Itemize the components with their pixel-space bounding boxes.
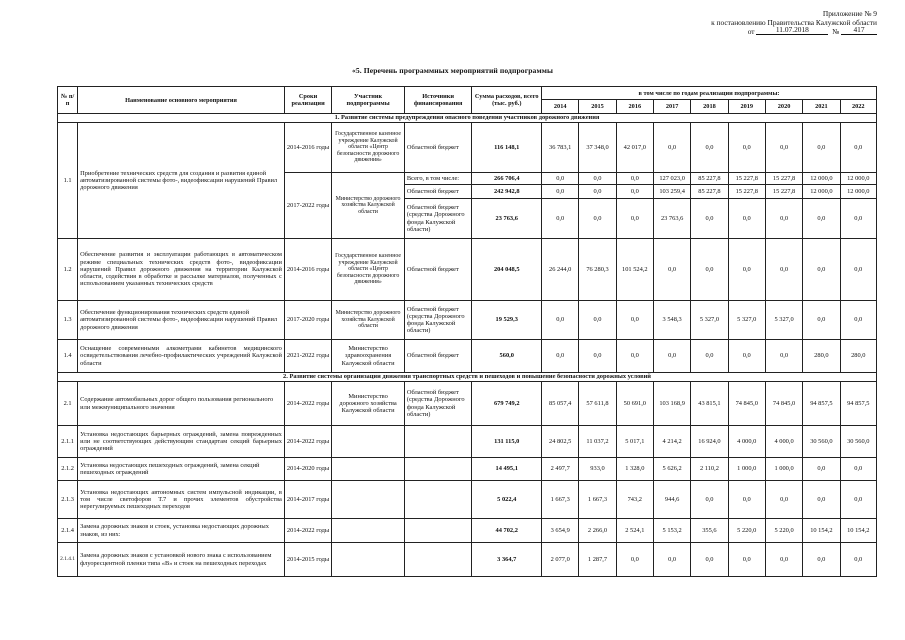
row-source-empty (404, 481, 472, 519)
row-value: 12 000,0 (840, 173, 876, 185)
row-value: 23 763,6 (653, 199, 690, 239)
row-value: 2 266,0 (579, 519, 616, 543)
row-value: 0,0 (803, 123, 840, 173)
row-value: 3 548,3 (653, 301, 690, 340)
row-value: 0,0 (765, 340, 802, 373)
row-value: 5 327,0 (765, 301, 802, 340)
row-value: 0,0 (616, 543, 653, 577)
table-row (58, 458, 877, 481)
row-source: Областной бюджет (средства Дорожного фонда Калужской области) (404, 301, 472, 340)
header-num: № п/п (58, 87, 78, 114)
row-value: 5 153,2 (653, 519, 690, 543)
row-activity-name: Содержание автомобильных дорог общего пользования регионального или межмуниципального значения (78, 382, 285, 426)
row-participant: Министерство дорожного хозяйства Калужской области (332, 173, 405, 239)
row-source: Всего, в том числе: (404, 173, 472, 185)
row-value: 0,0 (653, 239, 690, 301)
activities-table-wrapper (57, 86, 877, 577)
row-value: 0,0 (803, 458, 840, 481)
row-value: 1 000,0 (728, 458, 765, 481)
row-value: 3 654,9 (542, 519, 579, 543)
row-sum: 131 115,0 (472, 426, 542, 458)
row-value: 0,0 (579, 199, 616, 239)
row-value: 944,6 (653, 481, 690, 519)
section-2-title: 2. Развитие системы организации движения транспортных средств и пешеходов и повышение безопасности дорожных условий (58, 373, 877, 382)
row-sum: 19 529,3 (472, 301, 542, 340)
row-value: 30 560,0 (803, 426, 840, 458)
row-value: 0,0 (616, 185, 653, 199)
row-value: 5 220,0 (765, 519, 802, 543)
table-row (58, 426, 877, 458)
row-sum: 204 048,5 (472, 239, 542, 301)
row-participant-empty (332, 519, 405, 543)
row-num: 1.1 (58, 123, 78, 239)
header-sum: Сумма расходов, всего (тыс. руб.) (472, 87, 542, 114)
header-period: Сроки реализации (284, 87, 331, 114)
row-activity-name: Замена дорожных знаков и стоек, установка недостающих дорожных знаков, из них: (78, 519, 285, 543)
appendix-date-line (711, 27, 877, 37)
row-value: 0,0 (616, 199, 653, 239)
row-value: 0,0 (803, 199, 840, 239)
row-sum: 242 942,8 (472, 185, 542, 199)
row-num: 2.1 (58, 382, 78, 426)
row-source: Областной бюджет (404, 340, 472, 373)
row-value: 2 077,0 (542, 543, 579, 577)
row-value: 10 154,2 (803, 519, 840, 543)
row-participant-empty (332, 458, 405, 481)
header-year: 2014 (542, 100, 579, 114)
table-row (58, 382, 877, 426)
header-participant: Участник подпрограммы (332, 87, 405, 114)
row-value: 43 815,1 (691, 382, 728, 426)
row-value: 103 168,9 (653, 382, 690, 426)
row-source-empty (404, 458, 472, 481)
row-activity-name: Установка недостающих барьерных ограждений, замена поврежденных или не соответствующих действующим стандартам секций барьерных ограждений (78, 426, 285, 458)
row-value: 0,0 (803, 239, 840, 301)
row-value: 0,0 (542, 173, 579, 185)
row-value: 0,0 (765, 239, 802, 301)
row-period: 2014-2022 годы (284, 382, 331, 426)
row-value: 0,0 (840, 301, 876, 340)
row-period: 2014-2015 годы (284, 543, 331, 577)
row-value: 85 227,8 (691, 185, 728, 199)
row-num: 2.1.3 (58, 481, 78, 519)
row-value: 10 154,2 (840, 519, 876, 543)
table-row (58, 239, 877, 301)
row-participant: Министерство дорожного хозяйства Калужской области (332, 301, 405, 340)
row-period: 2021-2022 годы (284, 340, 331, 373)
header-year: 2018 (691, 100, 728, 114)
row-value: 57 611,8 (579, 382, 616, 426)
row-value: 0,0 (579, 301, 616, 340)
row-value: 24 802,5 (542, 426, 579, 458)
row-value: 94 857,5 (840, 382, 876, 426)
row-sum: 116 148,1 (472, 123, 542, 173)
row-num: 1.4 (58, 340, 78, 373)
row-value: 2 110,2 (691, 458, 728, 481)
row-value: 76 280,3 (579, 239, 616, 301)
row-value: 103 259,4 (653, 185, 690, 199)
document-title: «5. Перечень программных мероприятий подпрограммы (351, 66, 554, 75)
row-source: Областной бюджет (404, 185, 472, 199)
row-value: 74 845,0 (728, 382, 765, 426)
row-value: 0,0 (616, 173, 653, 185)
row-num: 2.1.1 (58, 426, 78, 458)
row-participant: Государственное казенное учреждение Калужской области «Центр безопасности дорожного движения» (332, 239, 405, 301)
table-row (58, 123, 877, 173)
row-value: 5 017,1 (616, 426, 653, 458)
row-period: 2014-2022 годы (284, 519, 331, 543)
row-activity-name: Установка недостающих пешеходных ограждений, замена секций пешеходных ограждений (78, 458, 285, 481)
row-value: 26 244,0 (542, 239, 579, 301)
row-value: 15 227,8 (765, 185, 802, 199)
row-value: 0,0 (728, 199, 765, 239)
row-participant: Министерство дорожного хозяйства Калужской области (332, 382, 405, 426)
row-value: 5 626,2 (653, 458, 690, 481)
row-value: 85 227,8 (691, 173, 728, 185)
row-num: 1.2 (58, 239, 78, 301)
row-period: 2017-2020 годы (284, 301, 331, 340)
row-source-empty (404, 426, 472, 458)
row-value: 5 220,0 (728, 519, 765, 543)
row-sum: 23 763,6 (472, 199, 542, 239)
row-value: 0,0 (765, 481, 802, 519)
header-year: 2020 (765, 100, 802, 114)
row-sum: 44 702,2 (472, 519, 542, 543)
row-period: 2014-2017 годы (284, 481, 331, 519)
row-participant-empty (332, 426, 405, 458)
row-value: 5 327,0 (691, 301, 728, 340)
decree-number: 417 (841, 25, 877, 35)
row-value: 0,0 (542, 301, 579, 340)
row-sum: 3 364,7 (472, 543, 542, 577)
row-value: 0,0 (803, 543, 840, 577)
row-value: 0,0 (579, 340, 616, 373)
row-activity-name: Замена дорожных знаков с установкой нового знака с использованием флуоресцентной пленки типа «В» и стоек на пешеходных переходах (78, 543, 285, 577)
number-label: № (832, 27, 840, 36)
row-value: 0,0 (728, 123, 765, 173)
row-value: 16 924,0 (691, 426, 728, 458)
row-value: 1 667,3 (579, 481, 616, 519)
activities-table (57, 86, 877, 577)
table-row (58, 481, 877, 519)
row-value: 0,0 (653, 123, 690, 173)
header-name: Наименование основного мероприятия (78, 87, 285, 114)
row-source: Областной бюджет (средства Дорожного фонда Калужской области) (404, 382, 472, 426)
header-source: Источники финансирования (404, 87, 472, 114)
row-activity-name: Установка недостающих автономных систем импульсной индикации, в том числе светофоров Т.7 и прочих элементов обустройства нерегулируемых пешеходных переходов (78, 481, 285, 519)
row-value: 0,0 (840, 239, 876, 301)
row-period: 2014-2016 годы (284, 239, 331, 301)
table-row (58, 301, 877, 340)
header-year: 2015 (579, 100, 616, 114)
row-value: 280,0 (840, 340, 876, 373)
row-value: 355,6 (691, 519, 728, 543)
row-value: 4 000,0 (765, 426, 802, 458)
row-value: 15 227,8 (728, 185, 765, 199)
row-value: 0,0 (579, 173, 616, 185)
row-participant-empty (332, 481, 405, 519)
row-value: 15 227,8 (728, 173, 765, 185)
row-value: 4 000,0 (728, 426, 765, 458)
row-value: 0,0 (616, 340, 653, 373)
header-year: 2019 (728, 100, 765, 114)
row-period: 2014-2020 годы (284, 458, 331, 481)
row-value: 2 497,7 (542, 458, 579, 481)
row-period: 2017-2022 годы (284, 173, 331, 239)
row-value: 1 328,0 (616, 458, 653, 481)
row-value: 0,0 (691, 123, 728, 173)
row-value: 37 348,0 (579, 123, 616, 173)
row-participant: Министерство здравоохранения Калужской области (332, 340, 405, 373)
row-value: 0,0 (765, 543, 802, 577)
row-value: 0,0 (765, 123, 802, 173)
row-value: 0,0 (691, 239, 728, 301)
row-value: 0,0 (691, 199, 728, 239)
from-label: от (747, 27, 755, 36)
header-year: 2017 (653, 100, 690, 114)
row-value: 0,0 (765, 199, 802, 239)
row-value: 0,0 (840, 458, 876, 481)
row-sum: 679 749,2 (472, 382, 542, 426)
row-source-empty (404, 543, 472, 577)
row-value: 0,0 (542, 199, 579, 239)
row-source-empty (404, 519, 472, 543)
row-value: 42 017,0 (616, 123, 653, 173)
row-value: 11 037,2 (579, 426, 616, 458)
row-value: 30 560,0 (840, 426, 876, 458)
row-value: 12 000,0 (803, 173, 840, 185)
row-value: 0,0 (840, 199, 876, 239)
row-num: 2.1.4.1 (58, 543, 78, 577)
row-value: 0,0 (691, 340, 728, 373)
row-activity-name: Обеспечение развития и эксплуатации работающих в автоматическом режиме специальных технических средств фото-, видеофиксации нарушений Правил дорожного движения на территории Калужской области, содействия в обработке и рассылке материалов, полученных с использованием указанных технических средств (78, 239, 285, 301)
row-value: 1 000,0 (765, 458, 802, 481)
row-participant: Государственное казенное учреждение Калужской области «Центр безопасности дорожного движения» (332, 123, 405, 173)
row-period: 2014-2022 годы (284, 426, 331, 458)
row-value: 0,0 (653, 340, 690, 373)
row-value: 0,0 (840, 481, 876, 519)
row-value: 36 783,1 (542, 123, 579, 173)
row-value: 12 000,0 (840, 185, 876, 199)
row-value: 0,0 (579, 185, 616, 199)
row-activity-name: Приобретение технических средств для создания и развития единой автоматизированной системы фото-, видеофиксации нарушений Правил дорожного движения (78, 123, 285, 239)
row-value: 0,0 (728, 340, 765, 373)
appendix-header (711, 9, 877, 37)
row-value: 1 667,3 (542, 481, 579, 519)
appendix-number: Приложение № 9 (822, 9, 877, 18)
row-value: 94 857,5 (803, 382, 840, 426)
decree-date: 11.07.2018 (756, 25, 828, 35)
row-sum: 266 706,4 (472, 173, 542, 185)
section-1-title: 1. Развитие системы предупреждения опасного поведения участников дорожного движения (58, 114, 877, 123)
row-value: 0,0 (616, 301, 653, 340)
row-value: 0,0 (728, 543, 765, 577)
header-year: 2022 (840, 100, 876, 114)
row-value: 101 524,2 (616, 239, 653, 301)
row-source: Областной бюджет (средства Дорожного фонда Калужской области) (404, 199, 472, 239)
row-sum: 5 022,4 (472, 481, 542, 519)
row-value: 74 845,0 (765, 382, 802, 426)
row-value: 0,0 (728, 239, 765, 301)
header-years-title: в том числе по годам реализации подпрограммы: (542, 87, 877, 100)
table-row (58, 543, 877, 577)
row-participant-empty (332, 543, 405, 577)
row-value: 933,0 (579, 458, 616, 481)
row-num: 2.1.2 (58, 458, 78, 481)
row-value: 12 000,0 (803, 185, 840, 199)
row-value: 0,0 (840, 543, 876, 577)
row-value: 1 287,7 (579, 543, 616, 577)
table-row (58, 519, 877, 543)
row-activity-name: Оснащение современными алкометрами кабинетов медицинского освидетельствования лечебно-профилактических учреждений Калужской области (78, 340, 285, 373)
row-period: 2014-2016 годы (284, 123, 331, 173)
row-activity-name: Обеспечение функционирования технических средств единой автоматизированной системы фото-, видеофиксации нарушений Правил дорожного движения (78, 301, 285, 340)
row-sum: 560,0 (472, 340, 542, 373)
row-value: 85 057,4 (542, 382, 579, 426)
row-source: Областной бюджет (404, 239, 472, 301)
row-value: 0,0 (653, 543, 690, 577)
table-row (58, 340, 877, 373)
row-value: 0,0 (542, 340, 579, 373)
row-value: 2 524,1 (616, 519, 653, 543)
row-value: 0,0 (803, 301, 840, 340)
row-value: 0,0 (840, 123, 876, 173)
row-value: 127 023,0 (653, 173, 690, 185)
row-value: 280,0 (803, 340, 840, 373)
row-sum: 14 495,1 (472, 458, 542, 481)
row-value: 15 227,8 (765, 173, 802, 185)
header-year: 2016 (616, 100, 653, 114)
row-value: 0,0 (803, 481, 840, 519)
row-value: 5 327,0 (728, 301, 765, 340)
row-source: Областной бюджет (404, 123, 472, 173)
row-value: 4 214,2 (653, 426, 690, 458)
row-num: 1.3 (58, 301, 78, 340)
row-value: 50 691,0 (616, 382, 653, 426)
row-value: 0,0 (691, 481, 728, 519)
row-value: 0,0 (542, 185, 579, 199)
row-value: 743,2 (616, 481, 653, 519)
row-value: 0,0 (691, 543, 728, 577)
appendix-decree: к постановлению Правительства Калужской области (711, 18, 877, 27)
row-num: 2.1.4 (58, 519, 78, 543)
row-value: 0,0 (728, 481, 765, 519)
header-year: 2021 (803, 100, 840, 114)
